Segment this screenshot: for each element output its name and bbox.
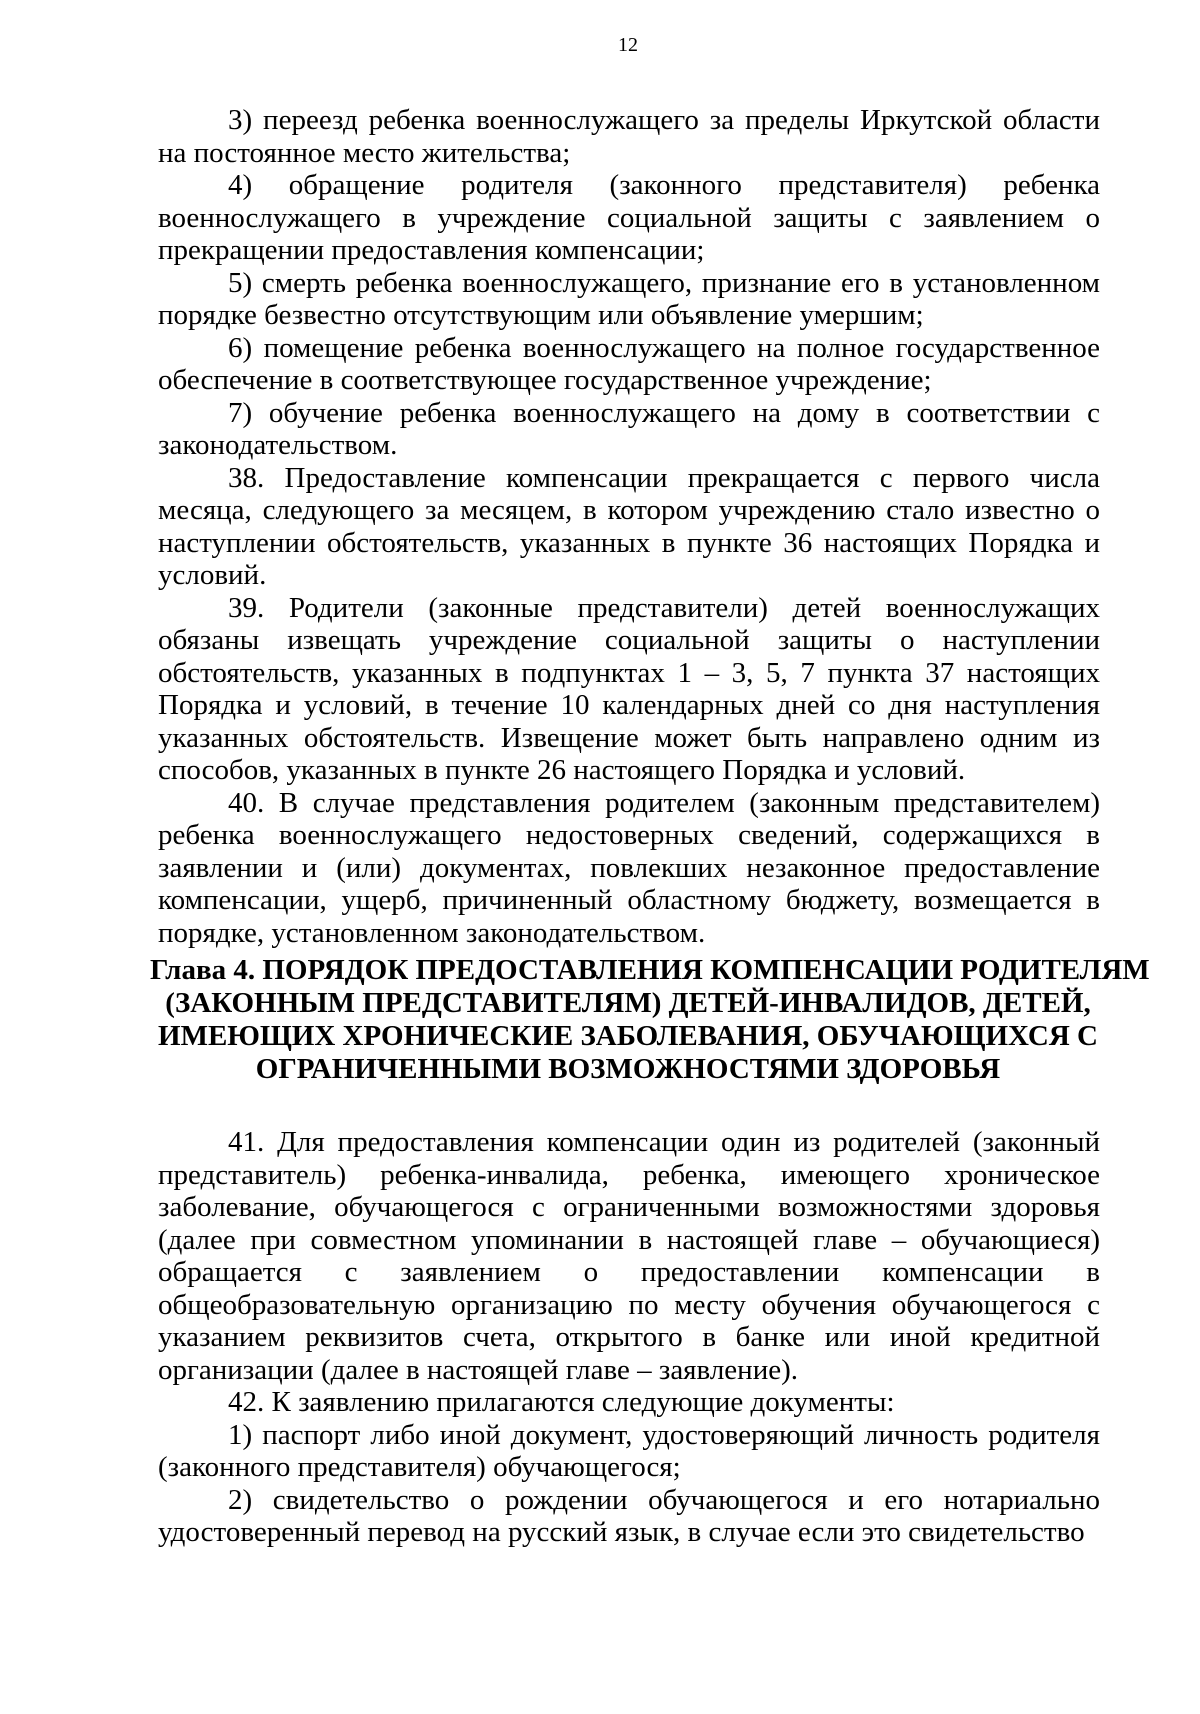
paragraph-item-1: 1) паспорт либо иной документ, удостоверяющий личность родителя (законного представителя) обучающегося; bbox=[158, 1418, 1100, 1483]
paragraph-item-7: 7) обучение ребенка военнослужащего на дому в соответствии с законодательством. bbox=[158, 396, 1100, 461]
chapter-heading bbox=[150, 954, 1150, 1086]
paragraph-clause-42: 42. К заявлению прилагаются следующие документы: bbox=[228, 1386, 895, 1418]
paragraph-item-2: 2) свидетельство о рождении обучающегося и его нотариально удостоверенный перевод на русский язык, в случае если это свидетельство bbox=[158, 1483, 1100, 1548]
page-number: 12 bbox=[618, 34, 638, 56]
paragraph-item-3: 3) переезд ребенка военнослужащего за пределы Иркутской области на постоянное место жительства; bbox=[158, 104, 1100, 169]
chapter-heading-line-1: Глава 4. ПОРЯДОК ПРЕДОСТАВЛЕНИЯ КОМПЕНСАЦИИ РОДИТЕЛЯМ bbox=[150, 954, 1150, 986]
paragraph-item-4: 4) обращение родителя (законного представителя) ребенка военнослужащего в учреждение социальной защиты с заявлением о прекращении предоставления компенсации; bbox=[158, 169, 1100, 266]
chapter-heading-line-3: ИМЕЮЩИХ ХРОНИЧЕСКИЕ ЗАБОЛЕВАНИЯ, ОБУЧАЮЩИХСЯ С bbox=[158, 1020, 1098, 1052]
chapter-heading-line-2: (ЗАКОННЫМ ПРЕДСТАВИТЕЛЯМ) ДЕТЕЙ-ИНВАЛИДОВ, ДЕТЕЙ, bbox=[165, 987, 1091, 1019]
paragraph-clause-41: 41. Для предоставления компенсации один из родителей (законный представитель) ребенка-инвалида, ребенка, имеющего хроническое заболевание, обучающегося с ограниченными возможностями здоровья (далее при совместном упоминании в настоящей главе – обучающиеся) обращается с заявлением о предоставлении компенсации в общеобразовательную организацию по месту обучения обучающегося с указанием реквизитов счета, открытого в банке или иной кредитной организации (далее в настоящей главе – заявление). bbox=[158, 1126, 1100, 1386]
paragraph-clause-40: 40. В случае представления родителем (законным представителем) ребенка военнослужащего недостоверных сведений, содержащихся в заявлении и (или) документах, повлекших незаконное предоставление компенсации, ущерб, причиненный областному бюджету, возмещается в порядке, установленном законодательством. bbox=[158, 786, 1100, 949]
paragraph-item-6: 6) помещение ребенка военнослужащего на полное государственное обеспечение в соответствующее государственное учреждение; bbox=[158, 331, 1100, 396]
text-block-before-heading bbox=[158, 104, 1100, 949]
paragraph-clause-38: 38. Предоставление компенсации прекращается с первого числа месяца, следующего за месяцем, в котором учреждению стало известно о наступлении обстоятельств, указанных в пункте 36 настоящих Порядка и условий. bbox=[158, 461, 1100, 591]
paragraph-clause-39: 39. Родители (законные представители) детей военнослужащих обязаны извещать учреждение социальной защиты о наступлении обстоятельств, указанных в подпунктах 1 – 3, 5, 7 пункта 37 настоящих Порядка и условий, в течение 10 календарных дней со дня наступления указанных обстоятельств. Извещение может быть направлено одним из способов, указанных в пункте 26 настоящего Порядка и условий. bbox=[158, 591, 1100, 786]
chapter-heading-line-4: ОГРАНИЧЕННЫМИ ВОЗМОЖНОСТЯМИ ЗДОРОВЬЯ bbox=[255, 1053, 1001, 1085]
paragraph-item-5: 5) смерть ребенка военнослужащего, признание его в установленном порядке безвестно отсутствующим или объявление умершим; bbox=[158, 266, 1100, 331]
text-block-after-heading bbox=[158, 1126, 1100, 1549]
